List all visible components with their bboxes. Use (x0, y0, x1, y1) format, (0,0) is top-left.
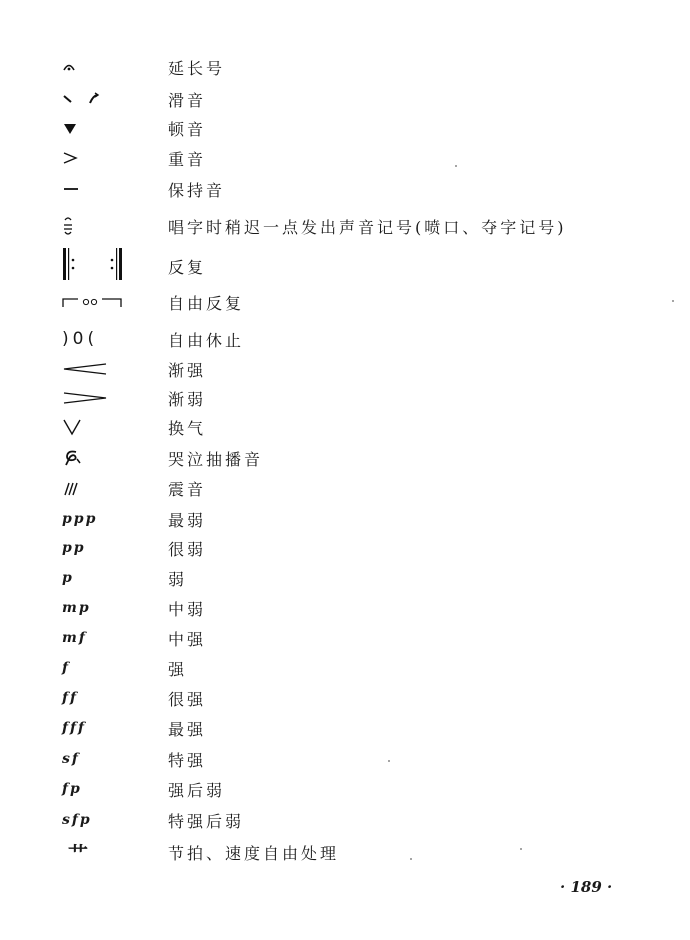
breath-mark-icon (62, 413, 152, 441)
row-label: 反复 (168, 257, 207, 277)
tremolo-icon (62, 474, 152, 502)
table-row (0, 355, 690, 383)
staccato-wedge-icon (62, 114, 152, 142)
table-row (0, 175, 690, 203)
table-row (0, 413, 690, 441)
row-label: 强 (168, 659, 188, 679)
delayed-articulation-icon (62, 212, 152, 240)
row-label: 很弱 (168, 539, 207, 559)
row-label: 自由休止 (168, 330, 245, 350)
table-row (0, 288, 690, 316)
row-label: 弱 (168, 569, 188, 589)
free-tempo-symbol: 艹 (68, 841, 88, 866)
dynamic-symbol: fff (62, 720, 87, 736)
table-row (0, 564, 690, 592)
page-number: · 189 · (560, 878, 613, 896)
row-label: 换气 (168, 418, 207, 438)
table-row (0, 144, 690, 172)
glissando-icon (62, 85, 152, 113)
row-label: 震音 (168, 479, 207, 499)
row-label: 很强 (168, 689, 207, 709)
table-row (0, 53, 690, 81)
row-label: 渐强 (168, 360, 207, 380)
accent-icon (62, 144, 152, 172)
row-label: 唱字时稍迟一点发出声音记号(喷口、夺字记号) (168, 217, 567, 237)
sob-mark-icon (62, 444, 152, 472)
row-label: 最强 (168, 719, 207, 739)
row-label: 强后弱 (168, 780, 226, 800)
dynamic-symbol: mf (62, 630, 87, 646)
free-repeat-icon (62, 288, 152, 316)
repeat-signs-icon (62, 252, 152, 280)
row-label: 节拍、速度自由处理 (168, 843, 340, 863)
decrescendo-icon (62, 384, 152, 412)
fermata-icon (62, 53, 152, 81)
dynamic-symbol: ppp (62, 511, 98, 527)
tenuto-icon (62, 175, 152, 203)
row-label: 渐弱 (168, 389, 207, 409)
table-row (0, 714, 690, 742)
row-label: 重音 (168, 149, 207, 169)
crescendo-icon (62, 355, 152, 383)
dynamic-symbol: f (62, 660, 71, 676)
table-row (0, 624, 690, 652)
row-label: 最弱 (168, 510, 207, 530)
row-label: 顿音 (168, 119, 207, 139)
table-row (0, 252, 690, 280)
dynamic-symbol: pp (62, 540, 86, 556)
free-rest-symbol: )0( (62, 329, 99, 349)
table-row (0, 384, 690, 412)
row-label: 哭泣抽播音 (168, 449, 264, 469)
row-label: 滑音 (168, 90, 207, 110)
table-row (0, 114, 690, 142)
scan-speck (455, 165, 457, 167)
table-row (0, 654, 690, 682)
table-row (0, 775, 690, 803)
dynamic-symbol: sfp (62, 812, 92, 828)
row-label: 保持音 (168, 180, 226, 200)
scan-speck (672, 300, 674, 302)
row-label: 特强 (168, 750, 207, 770)
dynamic-symbol: p (62, 570, 74, 586)
table-row (0, 212, 690, 240)
table-row (0, 85, 690, 113)
row-label: 特强后弱 (168, 811, 245, 831)
table-row (0, 684, 690, 712)
table-row (0, 745, 690, 773)
row-label: 中弱 (168, 599, 207, 619)
scan-speck (388, 760, 390, 762)
scan-speck (520, 848, 522, 850)
table-row (0, 594, 690, 622)
table-row (0, 534, 690, 562)
table-row (0, 325, 690, 353)
row-label: 中强 (168, 629, 207, 649)
table-row (0, 444, 690, 472)
dynamic-symbol: mp (62, 600, 91, 616)
table-row (0, 474, 690, 502)
table-row (0, 505, 690, 533)
scan-speck (410, 858, 412, 860)
dynamic-symbol: sf (62, 751, 80, 767)
row-label: 延长号 (168, 58, 226, 78)
table-row (0, 806, 690, 834)
table-row (0, 838, 690, 866)
dynamic-symbol: fp (62, 781, 82, 797)
row-label: 自由反复 (168, 293, 245, 313)
dynamic-symbol: ff (62, 690, 79, 706)
